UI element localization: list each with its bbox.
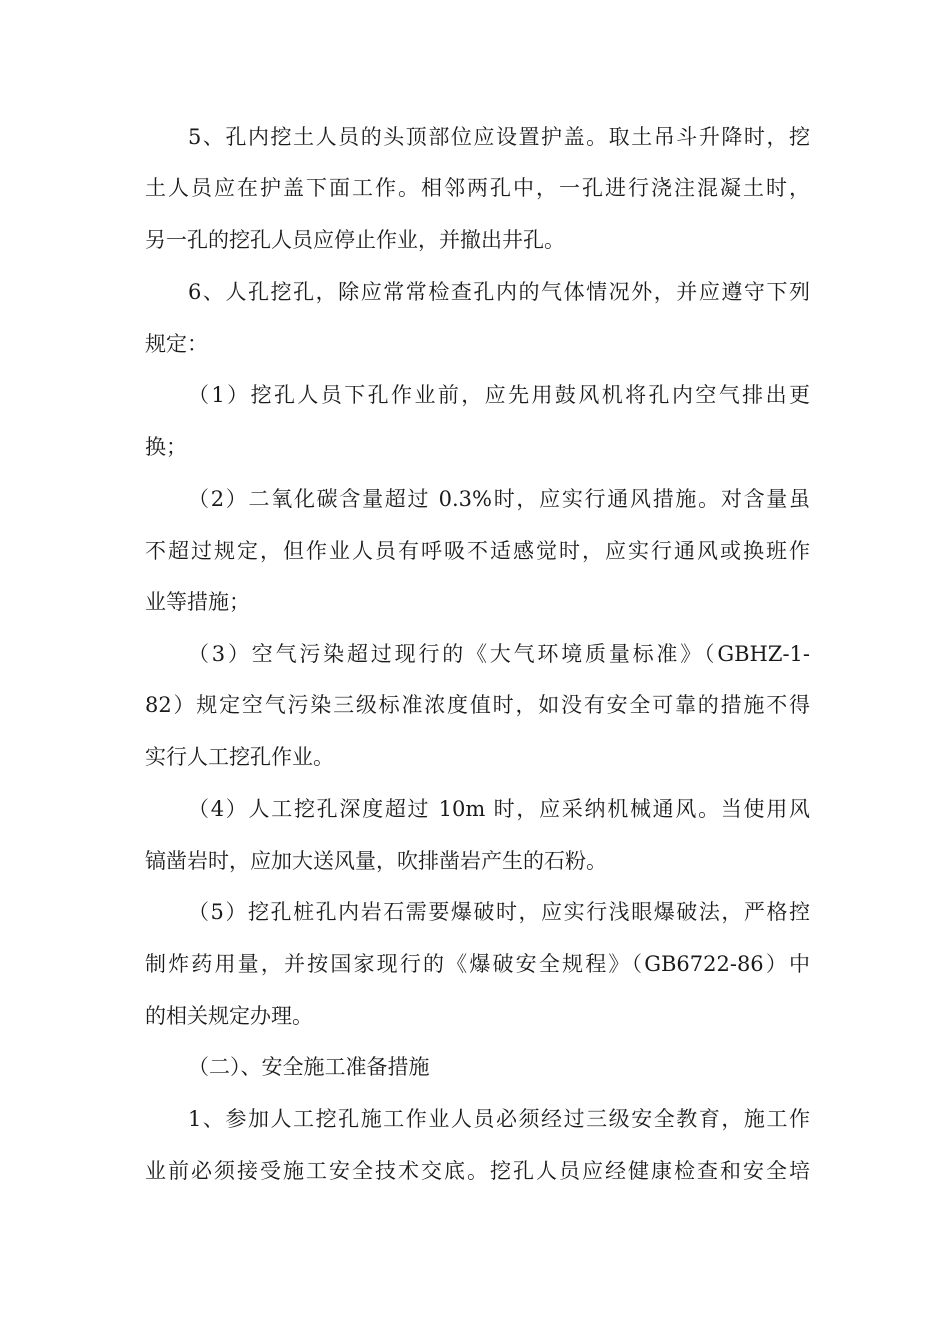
item-2-line-2: 不超过规定，但作业人员有呼吸不适感觉时，应实行通风或换班作 bbox=[145, 539, 810, 563]
paragraph-6-line-2: 规定： bbox=[145, 332, 208, 356]
item-3-line-2: 82）规定空气污染三级标准浓度值时，如没有安全可靠的措施不得 bbox=[145, 693, 810, 717]
item-1-line-1: （1）挖孔人员下孔作业前，应先用鼓风机将孔内空气排出更 bbox=[188, 383, 810, 407]
item-3-line-1: （3）空气污染超过现行的《大气环境质量标准》（GBHZ-1- bbox=[188, 642, 810, 666]
item-5-line-1: （5）挖孔桩孔内岩石需要爆破时，应实行浅眼爆破法，严格控 bbox=[188, 900, 810, 924]
section-heading: （二）、安全施工准备措施 bbox=[188, 1055, 430, 1079]
paragraph-5-line-1: 5、孔内挖土人员的头顶部位应设置护盖。取土吊斗升降时，挖 bbox=[188, 125, 810, 149]
item-3-line-3: 实行人工挖孔作业。 bbox=[145, 745, 334, 769]
paragraph-5-line-3: 另一孔的挖孔人员应停止作业，并撤出井孔。 bbox=[145, 228, 565, 252]
paragraph-6-line-1: 6、人孔挖孔，除应常常检查孔内的气体情况外，并应遵守下列 bbox=[188, 280, 810, 304]
item-2-line-1: （2）二氧化碳含量超过 0.3%时，应实行通风措施。对含量虽 bbox=[188, 487, 810, 511]
item-2-line-3: 业等措施； bbox=[145, 590, 250, 614]
paragraph-1-line-2: 业前必须接受施工安全技术交底。挖孔人员应经健康检查和安全培 bbox=[145, 1159, 810, 1183]
item-4-line-2: 镐凿岩时，应加大送风量，吹排凿岩产生的石粉。 bbox=[145, 849, 607, 873]
paragraph-5-line-2: 土人员应在护盖下面工作。相邻两孔中，一孔进行浇注混凝土时， bbox=[145, 176, 810, 200]
item-5-line-3: 的相关规定办理。 bbox=[145, 1004, 313, 1028]
paragraph-1-line-1: 1、参加人工挖孔施工作业人员必须经过三级安全教育，施工作 bbox=[188, 1107, 810, 1131]
item-5-line-2: 制炸药用量，并按国家现行的《爆破安全规程》（GB6722-86）中 bbox=[145, 952, 810, 976]
item-1-line-2: 换； bbox=[145, 435, 187, 459]
item-4-line-1: （4）人工挖孔深度超过 10m 时，应采纳机械通风。当使用风 bbox=[188, 797, 810, 821]
